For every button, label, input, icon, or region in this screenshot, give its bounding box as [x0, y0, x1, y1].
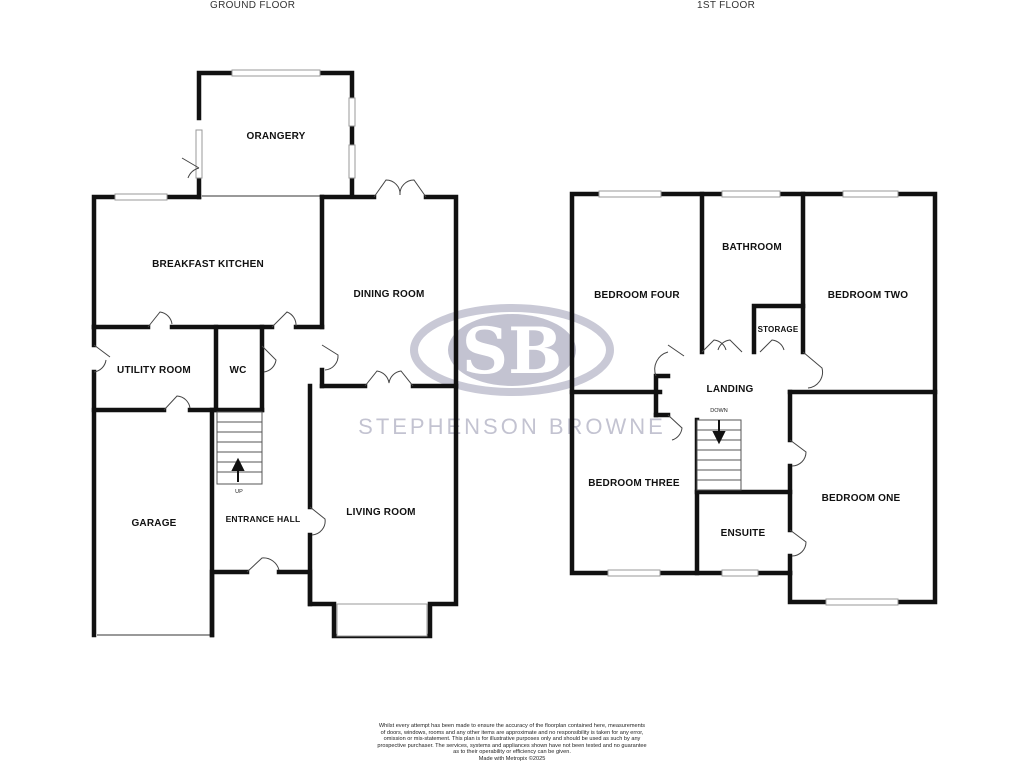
first-floor-plan [572, 191, 935, 605]
stairs-up-label: UP [235, 489, 243, 495]
label-bathroom: BATHROOM [722, 242, 782, 253]
disclaimer-line: omission or mis-statement. This plan is for illustrative purposes only and should be used as such by any [383, 736, 641, 743]
label-ensuite: ENSUITE [720, 528, 766, 539]
kitchen-window [115, 194, 167, 200]
ground-floor-title: GROUND FLOOR [210, 0, 296, 11]
label-bedroom-two: BEDROOM TWO [827, 290, 909, 301]
orangery-window-right-upper [349, 98, 355, 126]
ensuite-door[interactable] [790, 530, 806, 556]
first-stairs [697, 408, 741, 490]
dining-hall-door[interactable] [322, 345, 338, 370]
disclaimer-line: prospective purchaser. The services, systems and appliances shown have not been tested and no guarantee [377, 742, 647, 749]
label-utility-room: UTILITY ROOM [117, 365, 191, 376]
disclaimer [340, 723, 684, 763]
disclaimer-line: as to their operability or efficiency can be given. [453, 749, 571, 756]
ensuite-window [722, 570, 758, 576]
bedroom-two-window [843, 191, 898, 197]
bay-window [337, 604, 427, 636]
dining-french-doors[interactable] [374, 180, 426, 197]
living-room-door[interactable] [310, 507, 325, 535]
disclaimer-line: of doors, windows, rooms and any other items are approximate and no responsibility is taken for any error, [380, 729, 644, 736]
garage-utility-door[interactable] [164, 396, 190, 410]
ground-stairs [217, 412, 262, 495]
kitchen-utility-door[interactable] [148, 312, 172, 327]
living-dining-doors[interactable] [365, 371, 413, 386]
bedroom-one-window [826, 599, 898, 605]
bedroom-three-window [608, 570, 660, 576]
label-bedroom-one: BEDROOM ONE [821, 493, 901, 504]
label-bedroom-three: BEDROOM THREE [588, 478, 680, 489]
front-door[interactable] [247, 558, 279, 572]
label-bedroom-four: BEDROOM FOUR [594, 290, 680, 301]
label-storage: STORAGE [757, 325, 799, 334]
label-landing: LANDING [706, 384, 754, 395]
watermark [358, 308, 666, 439]
label-dining-room: DINING ROOM [353, 289, 425, 300]
ground-floor-plan [94, 70, 456, 636]
label-garage: GARAGE [131, 518, 177, 529]
bedroom-two-door[interactable] [803, 352, 823, 388]
bathroom-door[interactable] [718, 340, 742, 352]
bedroom-four-window [599, 191, 661, 197]
kitchen-hall-door[interactable] [272, 312, 296, 327]
stairs-down-label: DOWN [710, 408, 728, 414]
label-living-room: LIVING ROOM [346, 507, 416, 518]
bathroom-window [722, 191, 780, 197]
watermark-logo: SB [461, 314, 563, 389]
disclaimer-credit: Made with Metropix ©2025 [478, 755, 546, 762]
label-breakfast-kitchen: BREAKFAST KITCHEN [152, 259, 264, 270]
bedroom-one-door[interactable] [790, 440, 806, 466]
bedroom-four-door[interactable] [702, 340, 726, 352]
label-orangery: ORANGERY [246, 131, 306, 142]
disclaimer-line: Whilst every attempt has been made to ensure the accuracy of the floorplan contained here, measurements [378, 723, 646, 729]
bedroom-three-door[interactable] [668, 415, 682, 440]
storage-door[interactable] [760, 340, 784, 352]
utility-side-door[interactable] [94, 345, 110, 372]
orangery-window-left [196, 130, 202, 178]
first-outer-walls [572, 191, 935, 605]
first-floor-title: 1ST FLOOR [697, 0, 756, 11]
orangery-window-right-lower [349, 145, 355, 178]
landing-door-left[interactable] [655, 345, 684, 376]
label-wc: WC [229, 365, 247, 376]
orangery-window-top [232, 70, 320, 76]
ground-internal-walls [94, 197, 456, 604]
watermark-text: STEPHENSON BROWNE [358, 414, 666, 439]
label-entrance-hall: ENTRANCE HALL [225, 514, 301, 524]
